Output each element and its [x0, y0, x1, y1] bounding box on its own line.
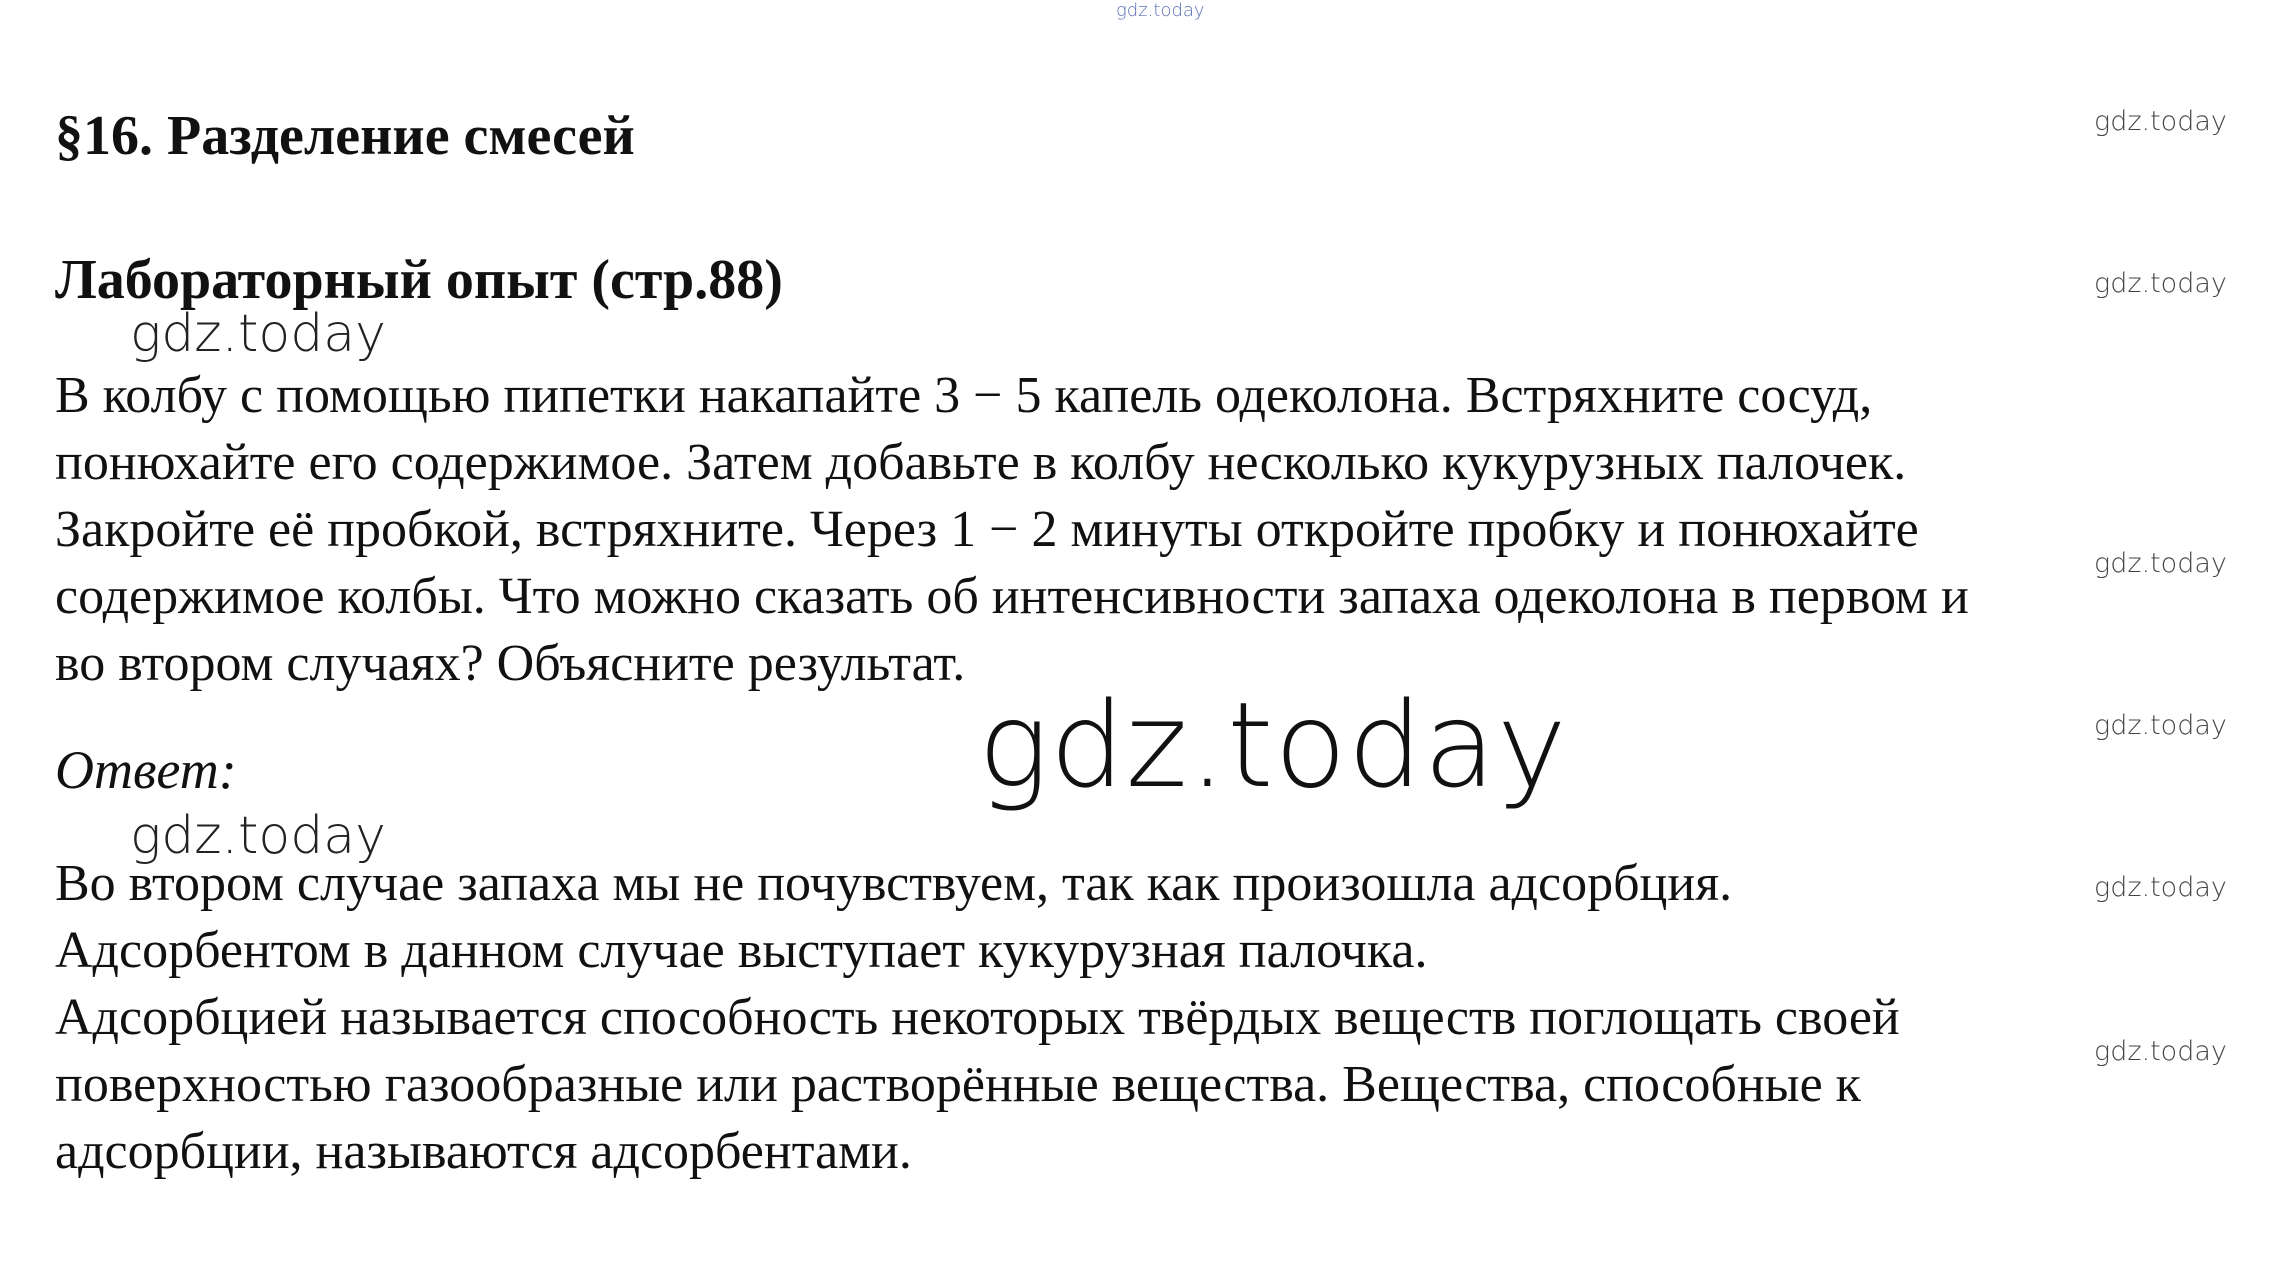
answer-line: поверхностью газообразные или растворённые вещества. Вещества, способные к	[55, 1056, 1861, 1113]
answer-line: Адсорбцией называется способность некоторых твёрдых веществ поглощать своей	[55, 989, 1900, 1046]
watermark-right-5: gdz.today	[2094, 872, 2227, 903]
task-line: В колбу с помощью пипетки накапайте 3 − 5 капель одеколона. Встряхните сосуд,	[55, 367, 1873, 424]
task-line: во втором случаях? Объясните результат.	[55, 635, 966, 692]
task-line: понюхайте его содержимое. Затем добавьте в колбу несколько кукурузных палочек.	[55, 434, 1907, 491]
answer-label: Ответ:	[55, 740, 237, 800]
watermark-top: gdz.today	[1116, 0, 1205, 21]
task-line: содержимое колбы. Что можно сказать об интенсивности запаха одеколона в первом и	[55, 568, 1969, 625]
answer-line: Адсорбентом в данном случае выступает кукурузная палочка.	[55, 922, 1428, 979]
watermark-right-2: gdz.today	[2094, 268, 2227, 299]
watermark-center: gdz.today	[978, 676, 1568, 814]
section-title: §16. Разделение смесей	[55, 105, 635, 167]
answer-line: адсорбции, называются адсорбентами.	[55, 1123, 912, 1180]
watermark-mid-2: gdz.today	[130, 806, 386, 866]
watermark-right-6: gdz.today	[2094, 1036, 2227, 1067]
watermark-mid-1: gdz.today	[130, 304, 386, 364]
watermark-right-1: gdz.today	[2094, 106, 2227, 137]
task-line: Закройте её пробкой, встряхните. Через 1 − 2 минуты откройте пробку и понюхайте	[55, 501, 1919, 558]
watermark-right-4: gdz.today	[2094, 710, 2227, 741]
task-paragraph	[55, 362, 1969, 697]
watermark-right-3: gdz.today	[2094, 548, 2227, 579]
answer-line: Во втором случае запаха мы не почувствуем, так как произошла адсорбция.	[55, 855, 1733, 912]
answer-paragraph	[55, 850, 1900, 1185]
lab-title: Лабораторный опыт (стр.88)	[55, 249, 783, 311]
